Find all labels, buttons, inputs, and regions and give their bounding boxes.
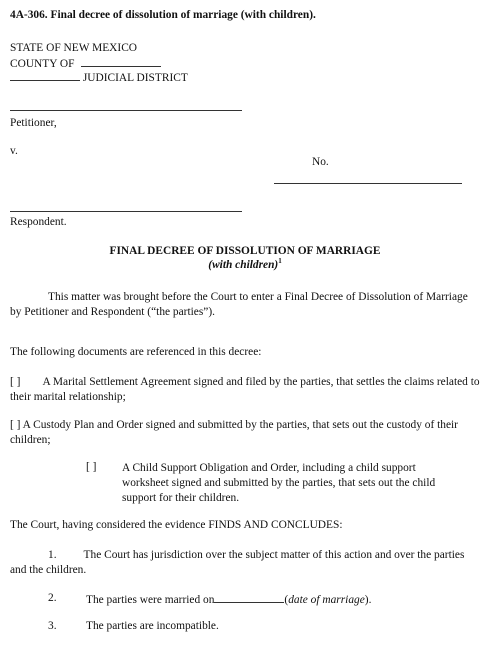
case-number-label: No. [312, 156, 329, 168]
finding-3-number: 3. [48, 620, 57, 632]
intro-paragraph: This matter was brought before the Court to enter a Final Decree of Dissolution of Marriage by Petitioner and Respondent (“the parties”). [10, 291, 468, 318]
checkbox-custody-plan[interactable]: [ ] [10, 419, 21, 431]
checkbox-child-support-text: A Child Support Obligation and Order, including a child support worksheet signed and submitted by the parties, that sets out the child support for their children. [122, 462, 436, 504]
finding-2-number: 2. [48, 592, 57, 604]
county-line [10, 56, 161, 70]
finding-2-text: The parties were married on [86, 594, 215, 606]
findings-intro: The Court, having considered the evidence FINDS AND CONCLUDES: [10, 519, 343, 531]
finding-1-text: The Court has jurisdiction over the subject matter of this action and over the parties and the children. [10, 549, 465, 576]
finding-2-hint: (date of marriage) [284, 594, 369, 606]
documents-intro: The following documents are referenced in this decree: [10, 346, 262, 358]
form-heading: 4A-306. Final decree of dissolution of marriage (with children). [10, 9, 316, 21]
finding-1-number: 1. [48, 549, 57, 561]
county-blank[interactable] [81, 56, 161, 67]
district-blank[interactable] [10, 70, 80, 81]
county-label: COUNTY OF [10, 58, 75, 70]
versus-label: v. [10, 145, 18, 157]
petitioner-signature-line[interactable] [10, 110, 242, 111]
respondent-signature-line[interactable] [10, 211, 242, 212]
case-number-line[interactable] [274, 183, 462, 184]
checkbox-custody-plan-text: A Custody Plan and Order signed and submitted by the parties, that sets out the custody of their children; [10, 419, 458, 446]
finding-1 [10, 548, 480, 578]
finding-3-text: The parties are incompatible. [86, 620, 219, 632]
checkbox-item-custody-plan [10, 418, 480, 448]
district-line [10, 70, 188, 84]
document-title: FINAL DECREE OF DISSOLUTION OF MARRIAGE [109, 245, 381, 257]
subtitle-text: (with children) [208, 259, 279, 271]
district-label: JUDICIAL DISTRICT [82, 72, 188, 84]
checkbox-marital-settlement-text: A Marital Settlement Agreement signed and filed by the parties, that settles the claims related to their marital relationship; [10, 376, 480, 403]
document-subtitle [10, 259, 480, 271]
marriage-date-blank[interactable] [214, 592, 284, 603]
checkbox-child-support[interactable]: [ ] [86, 461, 97, 473]
checkbox-item-marital-settlement [10, 375, 480, 405]
finding-2: The parties were married on (date of marriage). [86, 594, 372, 606]
checkbox-marital-settlement[interactable]: [ ] [10, 376, 21, 388]
petitioner-label: Petitioner, [10, 117, 57, 129]
respondent-label: Respondent. [10, 216, 67, 228]
state-line: STATE OF NEW MEXICO [10, 42, 138, 54]
footnote-ref: 1 [278, 257, 282, 266]
